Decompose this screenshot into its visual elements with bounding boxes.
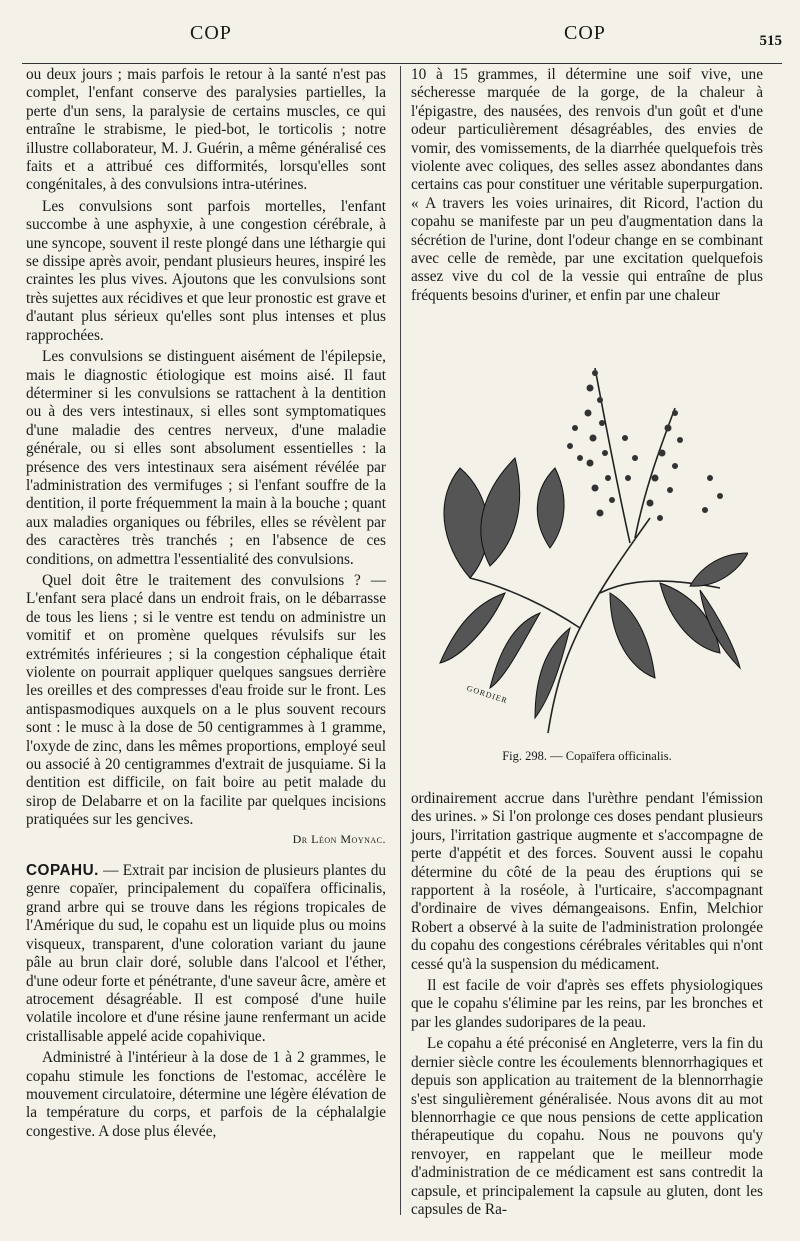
header-rule xyxy=(22,63,782,64)
page-number: 515 xyxy=(759,33,782,49)
entry-term: COPAHU. xyxy=(26,862,99,880)
paragraph: 10 à 15 grammes, il détermine une soif vive, une sécheresse marquée de la gorge, de la chaleur à l'épigastre, des nausées, des renvois d'un goût et d'une odeur particulièrement désagréables, des envies de vomir, des vomissements, de la diarrhée quelquefois très violente avec coliques, des selles assez abondantes dans certains cas pour constituer une véritable superpurgation. « A travers les voies urinaires, dit Ricord, l'action du copahu se manifeste par un peu d'augmentation dans la sécrétion de l'urine, dont l'odeur change en se combinant avec celle de remède, par une excitation quelquefois assez vive du col de la vessie qui entraîne de plus fréquents besoins d'uriner, et enfin par une chaleur xyxy=(411,66,763,304)
paragraph: ordinairement accrue dans l'urèthre pendant l'émission des urines. » Si l'on prolonge ces doses pendant plusieurs jours, l'irritation gastrique augmente et s'accompagne de perte d'appétit et des forces. Souvent aussi le copahu détermine du côté de la peau des éruptions qui se rapportent à la roséole, à l'urticaire, s'accompagnant d'ordinaire de vives démangeaisons. Enfin, Melchior Robert a observé à la suite de l'administration prolongée du copahu des congestions cérébrales véritables qui n'ont cessé qu'à la suspension du médicament. xyxy=(411,790,763,973)
right-column-bottom xyxy=(411,790,763,1219)
paragraph: Les convulsions se distinguent aisément de l'épilepsie, mais le diagnostic étiologique est moins aisé. Il faut déterminer si les convulsions se rattachent à la dentition ou à des vers intestinaux, si elles sont symptomatiques d'une maladie des centres nerveux, d'une maladie générale, ou si elles sont absolument essentielles : la présence des vers intestinaux sera aisément révélée par l'administration des vermifuges ; si l'enfant souffre de la dentition, il porte fréquemment la main à la bouche ; quant aux maladies organiques ou fébriles, elles se révèlent par des caractères très tranchés ; en l'absence de ces conditions, on admettra l'essentialité des convulsions. xyxy=(26,348,386,568)
flower-stalk xyxy=(595,368,630,543)
plant-engraving xyxy=(430,328,748,738)
running-head-left: COP xyxy=(190,22,232,44)
copaifera-illustration xyxy=(430,328,748,738)
paragraph: Administré à l'intérieur à la dose de 1 à 2 grammes, le copahu stimule les fonctions de l'estomac, accélère le mouvement circulatoire, détermine une légère élévation de la température du corps, et parfois de la céphalalgie congestive. A dose plus élevée, xyxy=(26,1049,386,1140)
column-divider xyxy=(400,66,401,1215)
figure-caption: Fig. 298. — Copaïfera officinalis. xyxy=(502,749,672,763)
left-column xyxy=(26,66,386,1141)
entry-paragraph xyxy=(26,862,386,1046)
spacer xyxy=(26,848,386,862)
paragraph: Quel doit être le traitement des convulsions ? — L'enfant sera placé dans un endroit frais, on le débarrasse de tous les liens ; si le ventre est tendu on administre un vomitif et on promène quelques révulsifs sur les extrémités inférieures ; si la congestion céphalique était violente on pourrait appliquer quelques sangsues derrière les oreilles et des compresses d'eau froide sur le front. Les antispasmodiques auxquels on a le plus souvent recours sont : le musc à la dose de 50 centigrammes à 1 gramme, l'oxyde de zinc, dans les mêmes proportions, employé seul ou associé à 20 centigrammes d'extrait de jusquiame. Si la dentition est difficile, on fait boire au petit malade du sirop de Delabarre et on la facilite par quelques incisions pratiquées sur les gencives. xyxy=(26,571,386,829)
running-head-right: COP xyxy=(564,22,606,44)
engraver-signature: GORDIER xyxy=(465,683,509,706)
paragraph: Les convulsions sont parfois mortelles, l'enfant succombe à une asphyxie, à une congestion cérébrale, à une syncope, souvent il reste plongé dans une léthargie qui se dissipe après avoir, pendant plusieurs heures, inspiré les craintes les plus vives. Ajoutons que les convulsions sont très sujettes aux récidives et que leur pronostic est grave et d'autant plus sérieux qu'elles sont plus intenses et plus rapprochées. xyxy=(26,197,386,344)
paragraph: Le copahu a été préconisé en Angleterre, vers la fin du dernier siècle contre les écoulements blennorrhagiques et depuis son application au traitement de la blennorrhagie s'est singulièrement généralisée. Nous avons dit au mot blennorrhagie ce que nous pensions de cette application thérapeutique du copahu. Nous ne pouvons qu'y renvoyer, en rappelant que le meilleur mode d'administration de ce médicament est sans contredit la capsule, et principalement la capsule au gluten, dont les capsules de Ra- xyxy=(411,1035,763,1218)
entry-text: — Extrait par incision de plusieurs plantes du genre copaïer, principalement du copaïfera officinalis, grand arbre qui se trouve dans les régions tropicales de l'Amérique du sud, le copahu est un liquide plus ou moins visqueux, transparent, d'une coloration variant du jaune pâle au brun clair doré, soluble dans l'alcool et l'éther, d'une odeur forte et pénétrante, d'une saveur âcre, amère et atrocement désagréable. Il est composé d'une huile volatile incolore et d'une résine jaune renfermant un acide cristallisable appelé acide copahivique. xyxy=(26,862,387,1045)
paragraph: Il est facile de voir d'après ses effets physiologiques que le copahu s'élimine par les reins, par les bronches et par les glandes sudoripares de la peau. xyxy=(411,977,763,1031)
right-column-top xyxy=(411,66,763,305)
author-signature: Dr Léon Moynac. xyxy=(292,831,386,846)
paragraph: ou deux jours ; mais parfois le retour à la santé n'est pas complet, l'enfant conserve des paralysies partielles, la perte d'un sens, la paralysie de certains muscles, ce qui entraîne le strabisme, le pied-bot, le torticolis ; notre illustre collaborateur, M. J. Guérin, a même généralisé ces faits et a attribué ces difformités, lorsqu'elles sont congénitales, à des convulsions intra-utérines. xyxy=(26,66,386,194)
